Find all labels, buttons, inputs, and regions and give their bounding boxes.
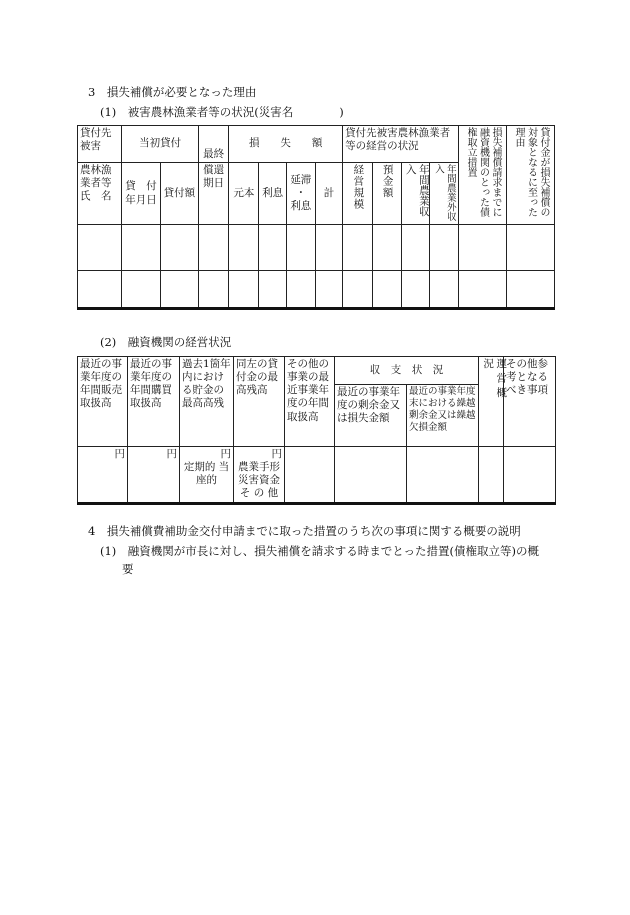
header-late-interest: 延滞 ・ 利息 — [286, 163, 315, 225]
header-borrower: 貸付先 被害 — [78, 126, 122, 163]
institution-status-table — [77, 356, 556, 505]
disaster-status-table — [77, 125, 555, 310]
header-interest: 利息 — [259, 163, 286, 225]
header-loan-date: 貸 付 年月日 — [122, 163, 160, 225]
header-initial-loan: 当初貸付 — [122, 126, 199, 163]
header-loan-max: 同左の貸付金の最高残高 — [234, 357, 285, 447]
header-savings: 過去1箇年内における貯金の最高高残 — [180, 357, 234, 447]
cell-loan-yen: 円 — [271, 448, 282, 460]
header-reason: 貸付金が損失補償の対象となるに至った理由 — [513, 127, 549, 217]
header-ref: その他参考となるべき事項 — [504, 357, 556, 447]
header-other-biz: その他の事業の最近事業年度の年間取扱高 — [285, 357, 335, 447]
header-measures: 損失補償請求までに融資機関のとった債権取立措置 — [465, 127, 502, 217]
cell-savings-yen: 円 — [220, 448, 231, 460]
header-mgmt: 運営概況 — [482, 358, 508, 402]
header-principal: 元本 — [229, 163, 259, 225]
header-surplus: 最近の事業年度の剰余金又は損失金額 — [335, 385, 407, 447]
header-purchase: 最近の事業年度の年間購買取扱高 — [128, 357, 180, 447]
header-loan-amount: 貸付額 — [160, 163, 198, 225]
section4-sub1: (1) 融資機関が市長に対し、損失補償を請求する時までとった措置(債権取立等)の概 — [100, 544, 540, 558]
table-row — [78, 271, 555, 309]
section3-sub2: (2) 融資機関の経営状況 — [100, 335, 232, 349]
header-final-repay: 償還 期日 — [198, 163, 228, 225]
header-borrower-name: 農林漁 業者等 氏 名 — [78, 163, 122, 225]
header-total: 計 — [315, 163, 342, 225]
header-balance: 収 支 状 況 — [335, 357, 479, 385]
header-sales: 最近の事業年度の年間販売取扱高 — [78, 357, 128, 447]
section4-heading: 4 損失補償費補助金交付申請までに取った措置のうち次の事項に関する概要の説明 — [88, 524, 521, 538]
cell-purchase-yen: 円 — [128, 447, 180, 504]
header-scale: 経営規模 — [352, 164, 365, 210]
section4-sub1-cont: 要 — [122, 562, 134, 576]
table-row — [78, 225, 555, 271]
header-loss: 損 失 額 — [229, 126, 343, 163]
cell-fixed: 定期的 当座的 — [183, 461, 230, 487]
section3-sub1: (1) 被害農林漁業者等の状況(災害名 ) — [100, 105, 344, 119]
header-nonagri-income: 年間農業外収入 — [432, 164, 456, 221]
header-agri-income: 年間農業収入 — [404, 164, 430, 217]
cell-agri: 農業手形 災害資金 そ の 他 — [238, 461, 280, 500]
cell-sales-yen: 円 — [78, 447, 128, 504]
header-status: 貸付先被害農林漁業者等の経営の状況 — [343, 126, 459, 163]
header-final: 最終 — [198, 126, 228, 163]
section3-heading: 3 損失補償が必要となった理由 — [88, 85, 257, 99]
header-carry: 最近の事業年度末における繰越剰余金又は繰越欠損金額 — [407, 385, 479, 447]
header-deposit: 預金額 — [381, 164, 394, 199]
